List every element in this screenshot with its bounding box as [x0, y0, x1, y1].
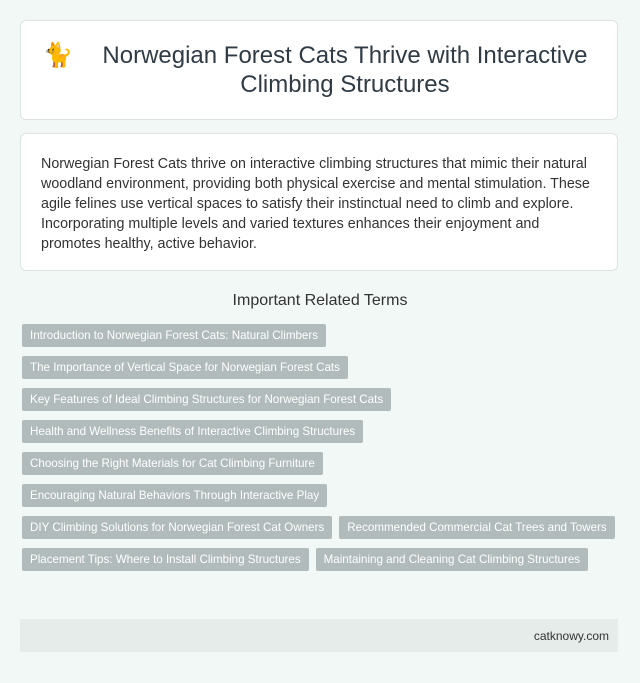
description-card: [20, 133, 618, 271]
term-tag[interactable]: Placement Tips: Where to Install Climbing Structures: [22, 548, 309, 571]
cat-icon: 🐈: [43, 42, 73, 69]
term-tag[interactable]: Maintaining and Cleaning Cat Climbing Structures: [316, 548, 588, 571]
term-tag[interactable]: The Importance of Vertical Space for Norwegian Forest Cats: [22, 356, 348, 379]
title-wrap: [23, 41, 615, 99]
term-tag[interactable]: Choosing the Right Materials for Cat Climbing Furniture: [22, 452, 323, 475]
term-tag[interactable]: Recommended Commercial Cat Trees and Towers: [339, 516, 614, 539]
footer: [20, 619, 618, 652]
term-tag[interactable]: Introduction to Norwegian Forest Cats: Natural Climbers: [22, 324, 326, 347]
title-card: [20, 20, 618, 120]
term-tag[interactable]: Encouraging Natural Behaviors Through Interactive Play: [22, 484, 327, 507]
description-text: Norwegian Forest Cats thrive on interactive climbing structures that mimic their natural woodland environment, providing both physical exercise and mental stimulation. These agile felines use vertical spaces to satisfy their instinctual need to climb and explore. Incorporating multiple levels and varied textures enhances their enjoyment and promotes healthy, active behavior.: [41, 156, 590, 252]
term-tag[interactable]: DIY Climbing Solutions for Norwegian Forest Cat Owners: [22, 516, 332, 539]
term-tag[interactable]: Health and Wellness Benefits of Interactive Climbing Structures: [22, 420, 363, 443]
page-title: Norwegian Forest Cats Thrive with Interactive Climbing Structures: [102, 42, 588, 98]
related-terms-heading: Important Related Terms: [232, 292, 408, 309]
footer-site-link[interactable]: catknowy.com: [533, 628, 609, 643]
term-tag[interactable]: Key Features of Ideal Climbing Structures for Norwegian Forest Cats: [22, 388, 391, 411]
related-terms-list: [22, 324, 622, 571]
